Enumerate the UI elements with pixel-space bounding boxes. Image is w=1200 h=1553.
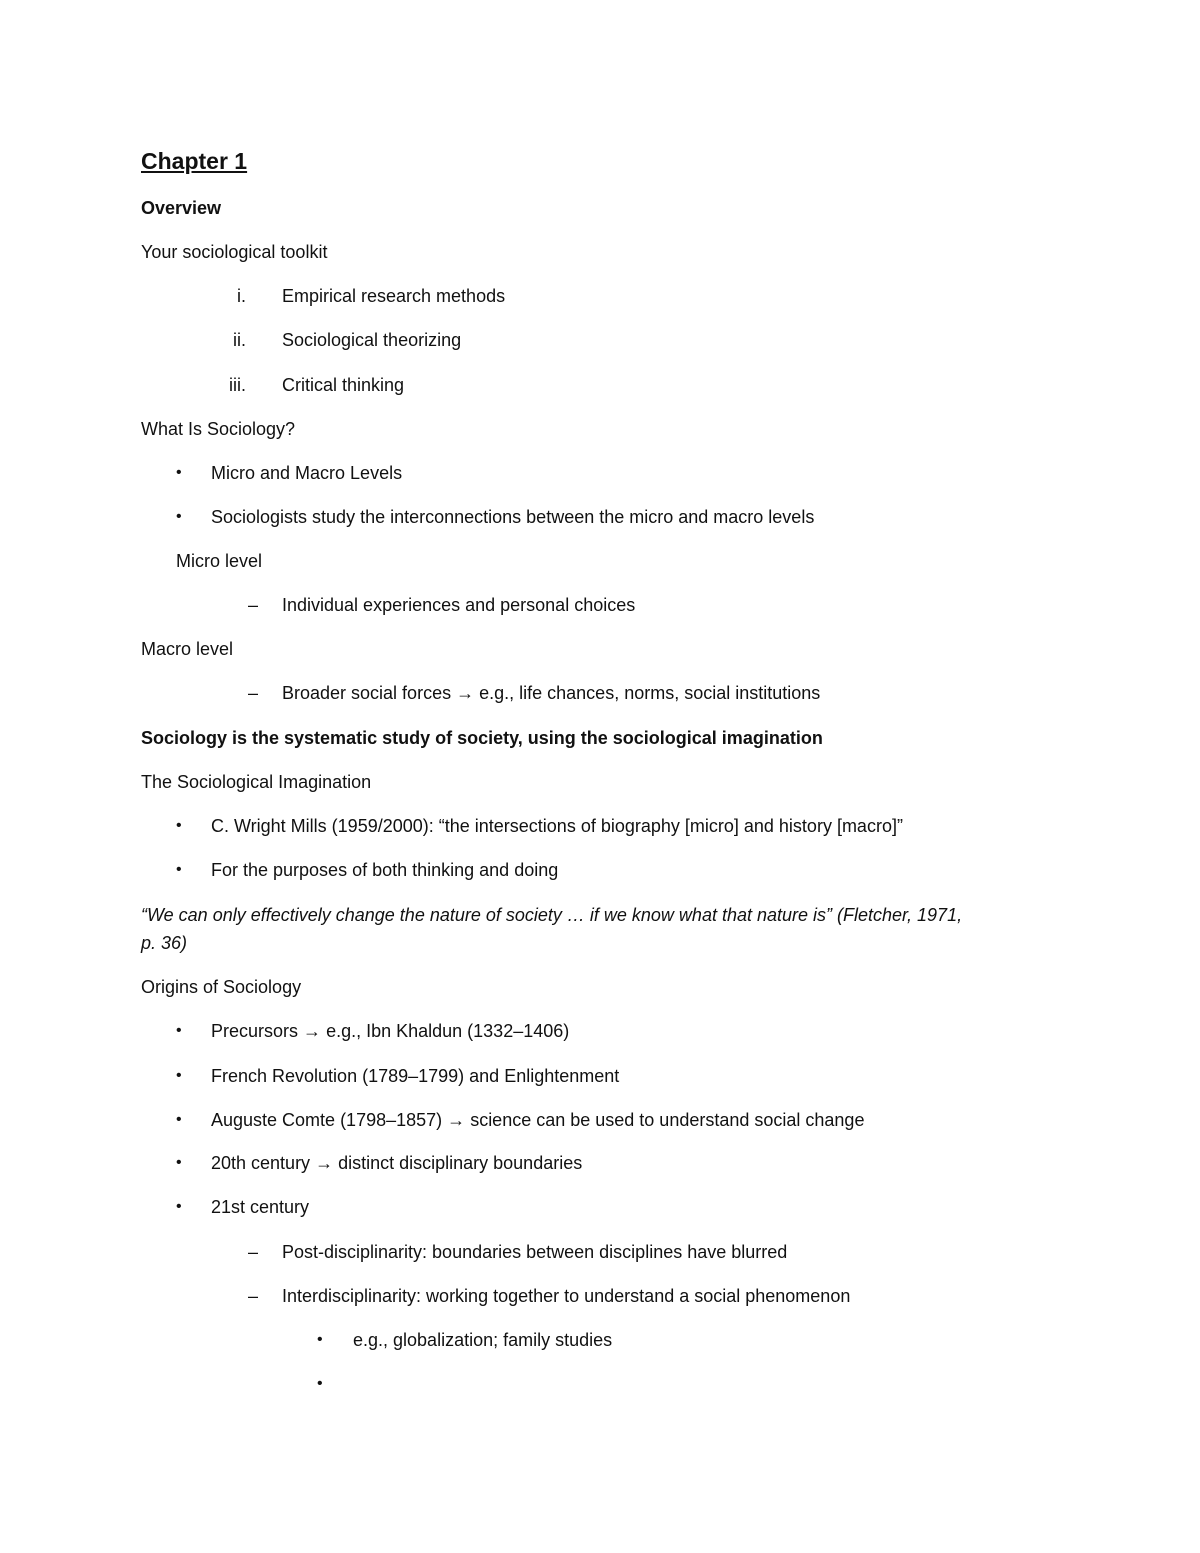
bullet-item: French Revolution (1789–1799) and Enlightenment	[211, 1066, 620, 1086]
dash-icon: –	[248, 1286, 259, 1306]
toolkit-item: Empirical research methods	[282, 286, 506, 306]
bullet-icon: •	[176, 1154, 182, 1171]
bullet-item-text: 20th century	[211, 1153, 311, 1173]
toolkit-item: Sociological theorizing	[282, 330, 462, 350]
bullet-item	[211, 1151, 582, 1175]
toolkit-label: Your sociological toolkit	[141, 242, 328, 262]
micro-label: Micro level	[176, 551, 263, 571]
arrow-right-icon: →	[456, 683, 475, 703]
bullet-icon: •	[317, 1331, 323, 1348]
bullet-item	[211, 1019, 569, 1043]
bullet-icon: •	[176, 1022, 182, 1039]
dash-item-text: e.g., life chances, norms, social institutions	[479, 683, 821, 703]
sub-bullet-item: e.g., globalization; family studies	[353, 1330, 613, 1350]
dash-item: Post-disciplinarity: boundaries between disciplines have blurred	[282, 1242, 788, 1262]
bullet-item: 21st century	[211, 1197, 310, 1217]
definition-statement: Sociology is the systematic study of society, using the sociological imagination	[141, 728, 823, 748]
section-label: What Is Sociology?	[141, 419, 296, 439]
macro-label: Macro level	[141, 639, 234, 659]
bullet-item-text: Precursors	[211, 1021, 299, 1041]
bullet-item	[211, 1108, 864, 1132]
quote-line: p. 36)	[141, 933, 188, 953]
dash-item: Individual experiences and personal choices	[282, 595, 636, 615]
roman-marker: ii.	[233, 330, 246, 350]
bullet-icon: •	[176, 817, 182, 834]
bullet-item: C. Wright Mills (1959/2000): “the intersections of biography [micro] and history [macro]”	[211, 816, 903, 836]
bullet-icon: •	[176, 861, 182, 878]
dash-icon: –	[248, 683, 259, 703]
bullet-item-text: distinct disciplinary boundaries	[338, 1153, 583, 1173]
bullet-icon: •	[176, 1067, 182, 1084]
bullet-item-text: e.g., Ibn Khaldun (1332–1406)	[326, 1021, 570, 1041]
toolkit-item: Critical thinking	[282, 375, 405, 395]
bullet-item-text: science can be used to understand social change	[470, 1110, 865, 1130]
bullet-icon: •	[176, 464, 182, 481]
arrow-right-icon: →	[303, 1021, 322, 1041]
bullet-icon: •	[317, 1375, 323, 1392]
section-label: Origins of Sociology	[141, 977, 302, 997]
arrow-right-icon: →	[447, 1110, 466, 1130]
bullet-item-text: Auguste Comte (1798–1857)	[211, 1110, 443, 1130]
quote-line: “We can only effectively change the nature of society … if we know what that nature is” (Fletcher, 1971,	[141, 905, 963, 925]
dash-item: Interdisciplinarity: working together to understand a social phenomenon	[282, 1286, 851, 1306]
bullet-item: For the purposes of both thinking and doing	[211, 860, 559, 880]
bullet-icon: •	[176, 508, 182, 525]
page-title: Chapter 1	[141, 148, 248, 174]
dash-icon: –	[248, 595, 259, 615]
bullet-icon: •	[176, 1198, 182, 1215]
overview-heading: Overview	[141, 198, 222, 218]
section-label: The Sociological Imagination	[141, 772, 372, 792]
bullet-item: Sociologists study the interconnections between the micro and macro levels	[211, 507, 815, 527]
dash-icon: –	[248, 1242, 259, 1262]
arrow-right-icon: →	[315, 1153, 334, 1173]
dash-item-text: Broader social forces	[282, 683, 452, 703]
bullet-icon: •	[176, 1111, 182, 1128]
bullet-item: Micro and Macro Levels	[211, 463, 403, 483]
roman-marker: iii.	[229, 375, 246, 395]
dash-item	[282, 681, 820, 705]
roman-marker: i.	[237, 286, 246, 306]
